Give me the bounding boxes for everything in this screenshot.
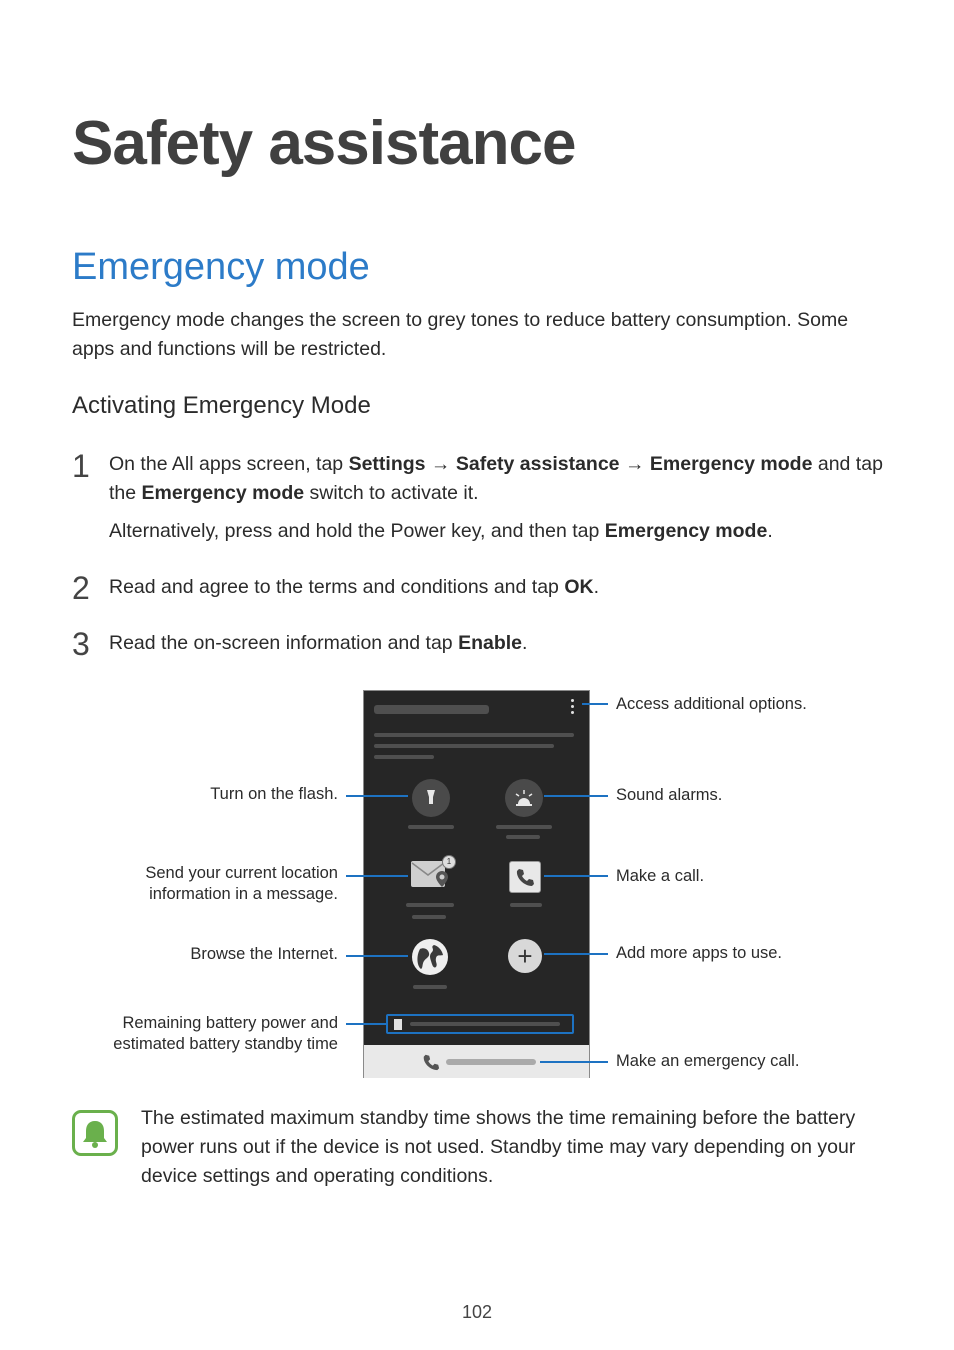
callout-line-battery (346, 1023, 386, 1025)
section-title: Emergency mode (72, 246, 370, 288)
more-options-icon[interactable] (570, 699, 576, 715)
phone-icon[interactable] (509, 861, 541, 893)
emergency-mode-screenshot (363, 690, 590, 1078)
step-3-text: Read the on-screen information and tap Enable. (109, 632, 528, 654)
callout-call: Make a call. (616, 867, 705, 885)
message-location-icon[interactable] (411, 857, 452, 887)
battery-status-highlight (386, 1014, 574, 1034)
blurred-battery-text (410, 1022, 560, 1026)
callout-line-internet (346, 955, 408, 957)
chapter-title: Safety assistance (72, 109, 576, 178)
blurred-description-line (374, 733, 574, 737)
step-1-alternative-text: Alternatively, press and hold the Power key, and then tap Emergency mode. (109, 520, 773, 542)
callout-line-options (582, 703, 608, 705)
callout-line-flash (346, 795, 408, 797)
callout-line-add-apps (544, 953, 608, 955)
step-1-text: On the All apps screen, tap Settings → Safety assistance → Emergency mode and tap the Emergency mode switch to activate it. (109, 453, 883, 504)
blurred-app-label (510, 903, 542, 907)
blurred-app-label (496, 825, 552, 829)
callout-location: Send your current location information in a message. (145, 864, 338, 903)
callout-line-location (346, 875, 408, 877)
callout-line-emergency-call (540, 1061, 608, 1063)
step-2-text: Read and agree to the terms and conditions and tap OK. (109, 576, 599, 598)
step-3-number: 3 (72, 626, 90, 662)
blurred-app-label (412, 915, 446, 919)
note-text: The estimated maximum standby time shows the time remaining before the battery power runs out if the device is not used. Standby time may vary depending on your device settings and operating conditions. (141, 1107, 856, 1187)
page-number: 102 (461, 1302, 493, 1322)
notification-badge: 1 (442, 855, 456, 869)
callout-add-apps: Add more apps to use. (616, 944, 783, 962)
blurred-description-line (374, 755, 434, 759)
callout-internet: Browse the Internet. (190, 945, 338, 963)
callout-options: Access additional options. (616, 695, 807, 713)
callout-flash: Turn on the flash. (210, 785, 338, 803)
callout-battery: Remaining battery power and estimated battery standby time (113, 1014, 338, 1053)
step-1-number: 1 (72, 448, 90, 484)
add-app-icon[interactable]: + (508, 939, 542, 973)
blurred-app-label (413, 985, 447, 989)
blurred-app-label (406, 903, 454, 907)
bell-note-icon (72, 1110, 118, 1156)
siren-icon[interactable] (505, 779, 543, 817)
blurred-emergency-call-label (446, 1059, 536, 1065)
callout-line-call (544, 875, 608, 877)
battery-icon (394, 1019, 402, 1030)
blurred-app-label (506, 835, 540, 839)
callout-emergency-call: Make an emergency call. (616, 1052, 800, 1070)
step-2-number: 2 (72, 570, 90, 606)
flashlight-icon[interactable] (412, 779, 450, 817)
subsection-title: Activating Emergency Mode (72, 392, 371, 419)
phone-icon (422, 1053, 440, 1071)
intro-paragraph: Emergency mode changes the screen to grey tones to reduce battery consumption. Some apps and functions will be restricted. (72, 309, 849, 360)
callout-line-alarms (544, 795, 608, 797)
blurred-screen-title (374, 705, 489, 714)
globe-icon[interactable] (412, 939, 448, 975)
blurred-description-line (374, 744, 554, 748)
callout-alarms: Sound alarms. (616, 786, 723, 804)
blurred-app-label (408, 825, 454, 829)
